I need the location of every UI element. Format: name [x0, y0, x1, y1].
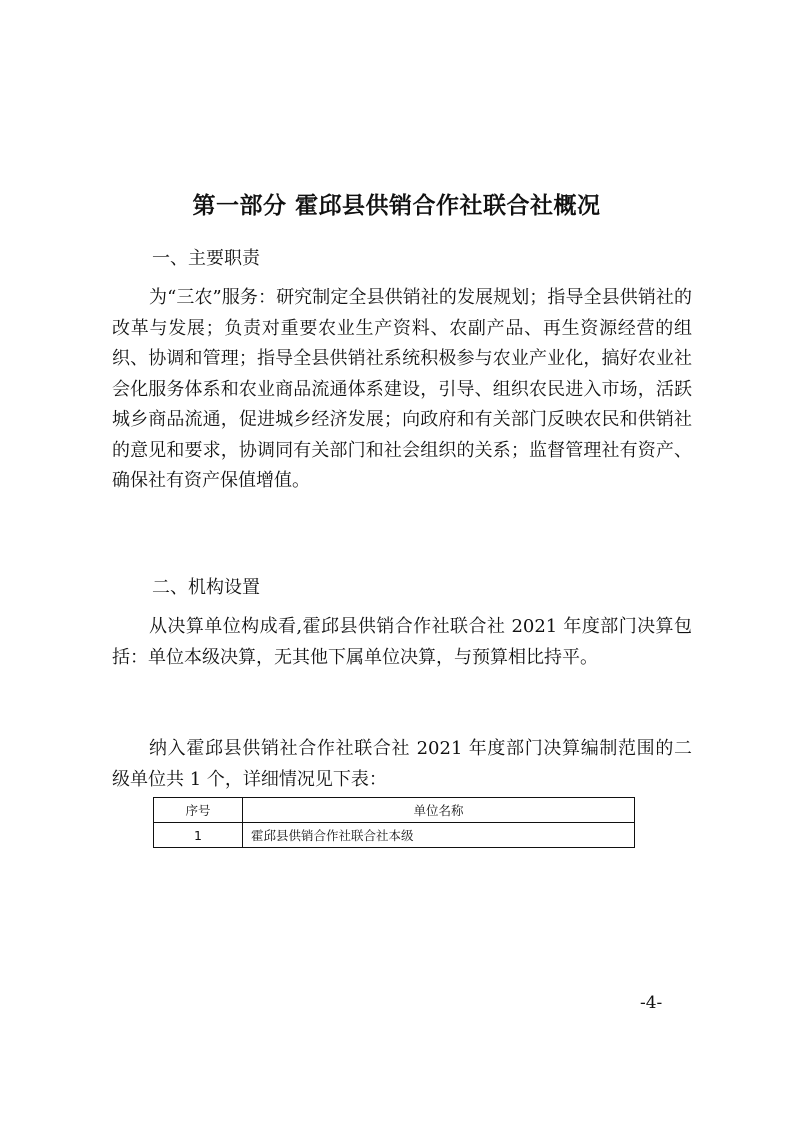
table-cell-seq: 1 — [154, 823, 243, 848]
section-heading-organization: 二、机构设置 — [152, 577, 260, 598]
table-cell-unit-name: 霍邱县供销合作社联合社本级 — [243, 823, 635, 848]
table-row — [154, 823, 635, 848]
page-title: 第一部分 霍邱县供销合作社联合社概况 — [192, 193, 601, 219]
section-heading-duties: 一、主要职责 — [152, 248, 260, 269]
page-number: -4- — [640, 993, 663, 1013]
table-header-row — [154, 798, 635, 823]
table-header-unit-name: 单位名称 — [243, 798, 635, 823]
paragraph-duties: 为“三农”服务：研究制定全县供销社的发展规划；指导全县供销社的改革与发展；负责对重要农业生产资料、农副产品、再生资源经营的组织、协调和管理；指导全县供销社系统积极参与农业产业化，搞好农业社会化服务体系和农业商品流通体系建设，引导、组织农民进入市场，活跃城乡商品流通，促进城乡经济发展；向政府和有关部门反映农民和供销社的意见和要求，协调同有关部门和社会组织的关系；监督管理社有资产、确保社有资产保值增值。 — [112, 287, 692, 491]
unit-table — [153, 797, 635, 848]
paragraph-organization: 从决算单位构成看,霍邱县供销合作社联合社 2021 年度部门决算包括：单位本级决算，无其他下属单位决算，与预算相比持平。 — [112, 616, 692, 668]
table-header-seq: 序号 — [154, 798, 243, 823]
paragraph-unit-scope: 纳入霍邱县供销社合作社联合社 2021 年度部门决算编制范围的二级单位共 1 个，详细情况见下表： — [112, 738, 692, 790]
